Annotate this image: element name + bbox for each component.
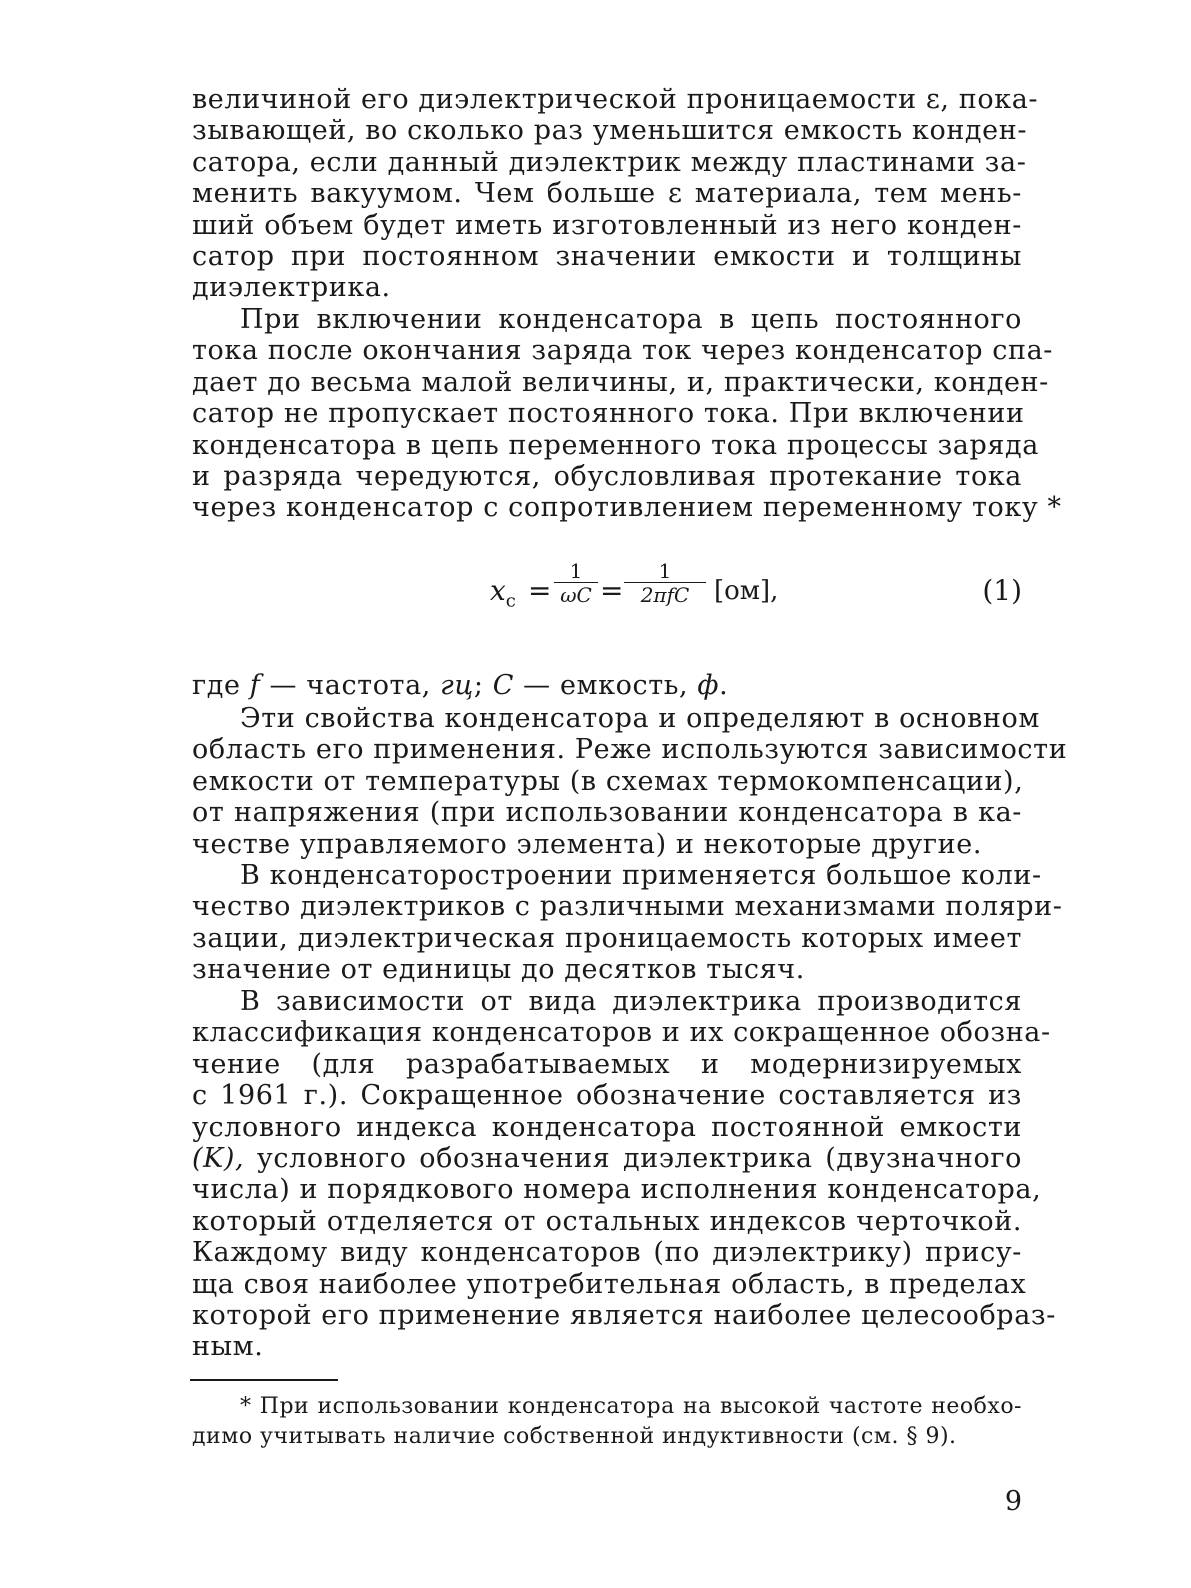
text-line: область его применения. Реже используются зависимости	[192, 734, 1068, 766]
text-line: и разряда чередуются, обусловливая протекание тока	[192, 460, 1022, 492]
text-line: При включении конденсатора в цепь постоянного	[240, 304, 1022, 335]
equation-number: (1)	[982, 574, 1022, 607]
footnote	[192, 1392, 1022, 1452]
text-line: которой его применение является наиболее целесообраз-	[192, 1299, 1056, 1331]
text-line: В зависимости от вида диэлектрика производится	[240, 986, 1022, 1017]
text-line: условного индекса конденсатора постоянной емкости	[192, 1111, 1022, 1143]
text-line: дает до весьма малой величины, и, практически, конден-	[192, 366, 1049, 398]
equation-1	[490, 560, 1022, 620]
paragraph-3	[192, 703, 1068, 860]
fraction-1: $\frac{1}{\omega C}$	[554, 560, 598, 607]
text-line: емкости от температуры (в схемах термокомпенсации),	[192, 765, 1024, 797]
text-line: ший объем будет иметь изготовленный из него конден-	[192, 209, 1022, 241]
text-line: чение (для разрабатываемых и модернизируемых	[192, 1048, 1022, 1080]
text-line: зации, диэлектрическая проницаемость которых имеет	[192, 922, 1022, 954]
text-line: через конденсатор с сопротивлением переменному току *	[192, 492, 1062, 524]
text-line: Эти свойства конденсатора и определяют в основном	[240, 703, 1040, 734]
text-line: В конденсаторостроении применяется большое коли-	[240, 860, 1042, 891]
text-line: величиной его диэлектрической проницаемости ε, пока-	[192, 84, 1039, 115]
text-line: с 1961 г.). Сокращенное обозначение составляется из	[192, 1080, 1022, 1112]
text-line: чество диэлектриков с различными механизмами поляри-	[192, 891, 1063, 923]
text-line: ща своя наиболее употребительная область, в пределах	[192, 1268, 1027, 1300]
paragraph-1	[192, 84, 1039, 304]
text-line: где f — частота, гц; C — емкость, ф.	[192, 670, 729, 701]
footnote-divider	[190, 1379, 338, 1381]
paragraph-2	[192, 304, 1062, 524]
equation-unit: [ом],	[714, 576, 779, 606]
text-line: сатор при постоянном значении емкости и толщины	[192, 240, 1022, 272]
text-line: конденсатора в цепь переменного тока процессы заряда	[192, 429, 1039, 461]
text-line: сатор не пропускает постоянного тока. При включении	[192, 398, 1025, 430]
text-line: числа) и порядкового номера исполнения конденсатора,	[192, 1174, 1042, 1206]
text-line: который отделяется от остальных индексов черточкой.	[192, 1205, 1022, 1237]
text-line: тока после окончания заряда ток через конденсатор спа-	[192, 335, 1054, 367]
text-line: от напряжения (при использовании конденсатора в ка-	[192, 797, 1022, 829]
text-line: значение от единицы до десятков тысяч.	[192, 954, 805, 986]
paragraph-5	[192, 986, 1056, 1363]
text-line: классификация конденсаторов и их сокращенное обозна-	[192, 1017, 1051, 1049]
text-line: диэлектрика.	[192, 272, 391, 304]
text-line: зывающей, во сколько раз уменьшится емкость конден-	[192, 115, 1028, 147]
paragraph-4	[192, 860, 1063, 986]
equals-sign: =	[528, 574, 552, 607]
text-line: (K), условного обозначения диэлектрика (двузначного	[192, 1142, 1022, 1174]
fraction-2: 1 2πfC	[624, 560, 706, 607]
footnote-line: димо учитывать наличие собственной индуктивности (см. § 9).	[192, 1424, 957, 1449]
text-line: менить вакуумом. Чем больше ε материала, тем мень-	[192, 178, 1022, 210]
text-line: честве управляемого элемента) и некоторые другие.	[192, 828, 983, 860]
formula-legend	[192, 670, 1022, 701]
text-line: сатора, если данный диэлектрик между пластинами за-	[192, 146, 1027, 178]
footnote-line: * При использовании конденсатора на высокой частоте необхо-	[240, 1394, 1022, 1419]
equation-lhs: $x_с$	[490, 574, 516, 612]
text-line: ным.	[192, 1331, 264, 1363]
text-line: Каждому виду конденсаторов (по диэлектрику) прису-	[192, 1237, 1022, 1269]
page-number: 9	[1004, 1486, 1022, 1517]
equals-sign: =	[600, 574, 624, 607]
